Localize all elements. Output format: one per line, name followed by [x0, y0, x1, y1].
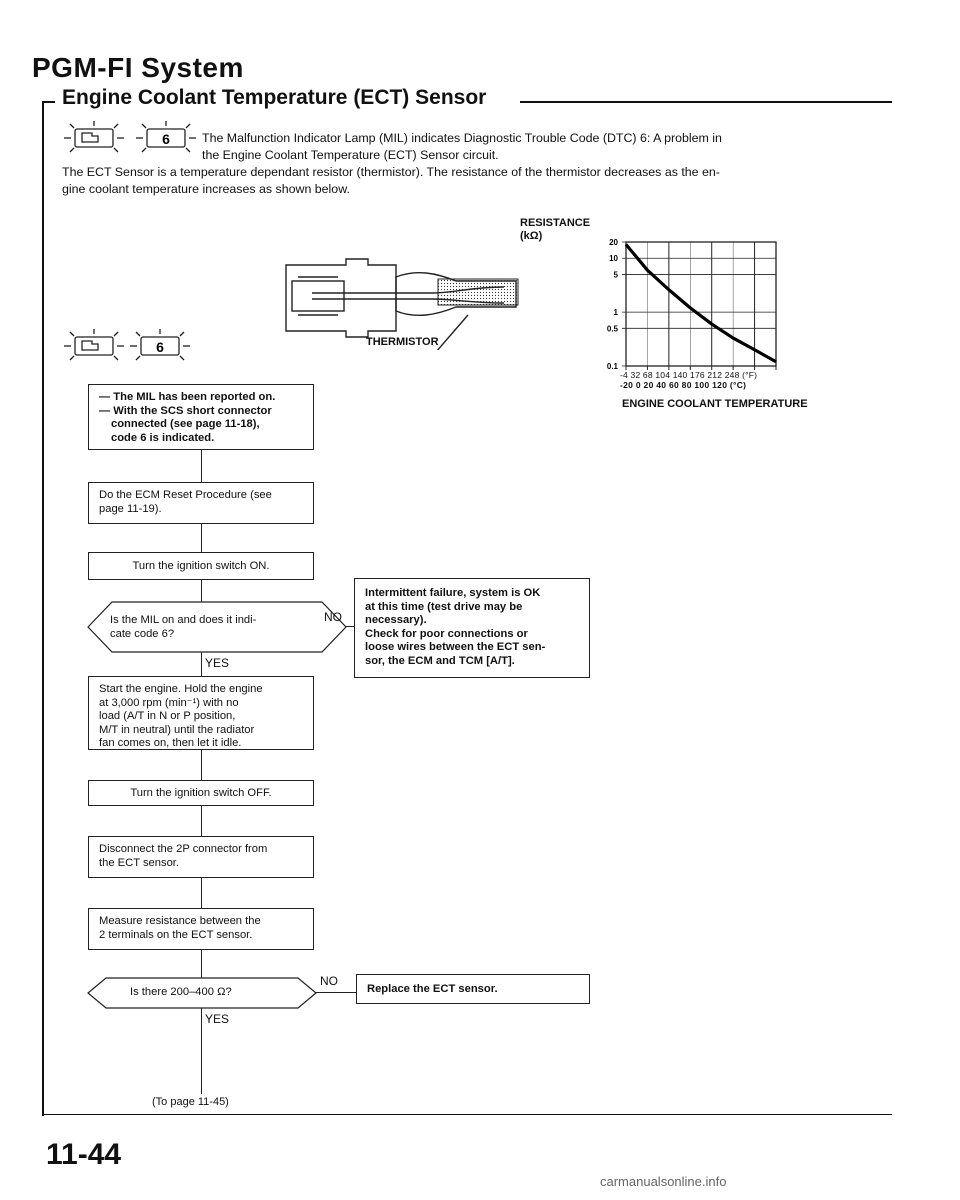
start-line: — With the SCS short connector [99, 404, 272, 417]
connector [201, 750, 202, 780]
start-box [88, 384, 314, 450]
step-disconnect [88, 836, 314, 878]
section-rule [520, 101, 892, 103]
connector [201, 580, 202, 602]
result-line: Intermittent failure, system is OK [365, 587, 541, 599]
chart-yunit: (kΩ) [520, 230, 543, 242]
result-line: sor, the ECM and TCM [A/T]. [365, 654, 515, 667]
chart-ytick-label: 5 [613, 270, 618, 280]
start-line: — The MIL has been reported on. [99, 391, 276, 403]
chart-xlabel: ENGINE COOLANT TEMPERATURE [622, 398, 808, 410]
chart-xticks-c: -20 0 20 40 60 80 100 120 (°C) [620, 380, 747, 390]
result-line: necessary). [365, 614, 427, 626]
section-title: Engine Coolant Temperature (ECT) Sensor [62, 86, 487, 109]
connector [316, 992, 356, 993]
decision1-line2: cate code 6? [110, 628, 175, 640]
chart-ytick-label: 1 [613, 308, 618, 318]
start-line: code 6 is indicated. [111, 431, 215, 444]
step-start-engine [88, 676, 314, 750]
mil-engine-icon-flow [62, 326, 126, 364]
svg-text:6: 6 [156, 339, 164, 355]
intro-line2: the Engine Coolant Temperature (ECT) Sensor circuit. [202, 148, 499, 162]
step-ecm-reset [88, 482, 314, 524]
connector [201, 1008, 202, 1094]
decision1-line1: Is the MIL on and does it indi- [110, 614, 257, 626]
chart-xticks-f: -4 32 68 104 140 176 212 248 (°F) [620, 370, 758, 380]
intro-line4: gine coolant temperature increases as shown below. [62, 182, 350, 196]
connector [201, 950, 202, 978]
no-label-1: NO [324, 610, 342, 624]
chart-ytick-label: 20 [609, 238, 618, 247]
to-page-note: (To page 11-45) [152, 1096, 229, 1108]
chart-ylabel: RESISTANCE [520, 217, 591, 229]
result-line: loose wires between the ECT sen- [365, 641, 546, 653]
chart-ytick-label: 0.1 [606, 362, 618, 371]
connector [201, 524, 202, 552]
system-title: PGM-FI System [32, 52, 244, 83]
frame-bottom-rule [42, 1114, 892, 1115]
step-line: load (A/T in N or P position, [99, 710, 236, 722]
watermark: carmanualsonline.info [600, 1174, 727, 1189]
dtc-code-icon [134, 118, 198, 156]
step-line: Disconnect the 2P connector from [99, 843, 268, 855]
intro-line3: The ECT Sensor is a temperature dependant resistor (thermistor). The resistance of the thermistor decreases as the en- [62, 165, 720, 179]
no-label-2: NO [320, 974, 338, 988]
chart-ytick-label: 0.5 [606, 324, 618, 334]
connector [201, 805, 202, 837]
yes-label-2: YES [205, 1012, 230, 1026]
thermistor-label: THERMISTOR [366, 336, 439, 348]
step-line: at 3,000 rpm (min⁻¹) with no [99, 696, 239, 709]
connector [201, 878, 202, 908]
chart-series-line [626, 244, 776, 361]
result-line: Check for poor connections or [365, 627, 528, 640]
step-ignition-off: Turn the ignition switch OFF. [88, 780, 314, 806]
dtc-code-icon-flow [128, 326, 192, 364]
result-intermittent [354, 578, 590, 678]
yes-label-1: YES [205, 656, 230, 670]
mil-engine-icon [62, 118, 126, 156]
step-line: fan comes on, then let it idle. [99, 737, 242, 749]
step-line: the ECT sensor. [99, 856, 180, 869]
step-measure [88, 908, 314, 950]
intro-line1: The Malfunction Indicator Lamp (MIL) indicates Diagnostic Trouble Code (DTC) 6: A problem in [202, 131, 722, 145]
svg-text:6: 6 [162, 131, 170, 147]
result-line: at this time (test drive may be [365, 600, 523, 613]
decision2-text: Is there 200–400 Ω? [130, 986, 232, 998]
page-number: 11-44 [46, 1138, 122, 1171]
connector [201, 448, 202, 482]
step-line: Start the engine. Hold the engine [99, 683, 263, 695]
step-line: page 11-19). [99, 502, 162, 515]
frame-left-rule [42, 101, 44, 1116]
start-line: connected (see page 11-18), [111, 418, 260, 430]
connector [201, 652, 202, 676]
result-replace-sensor: Replace the ECT sensor. [356, 974, 590, 1004]
step-line: Measure resistance between the [99, 915, 261, 927]
step-line: M/T in neutral) until the radiator [99, 723, 255, 736]
step-line: Do the ECM Reset Procedure (see [99, 489, 272, 501]
step-line: 2 terminals on the ECT sensor. [99, 928, 253, 941]
step-ignition-on: Turn the ignition switch ON. [88, 552, 314, 580]
chart-ytick-label: 10 [609, 254, 618, 264]
